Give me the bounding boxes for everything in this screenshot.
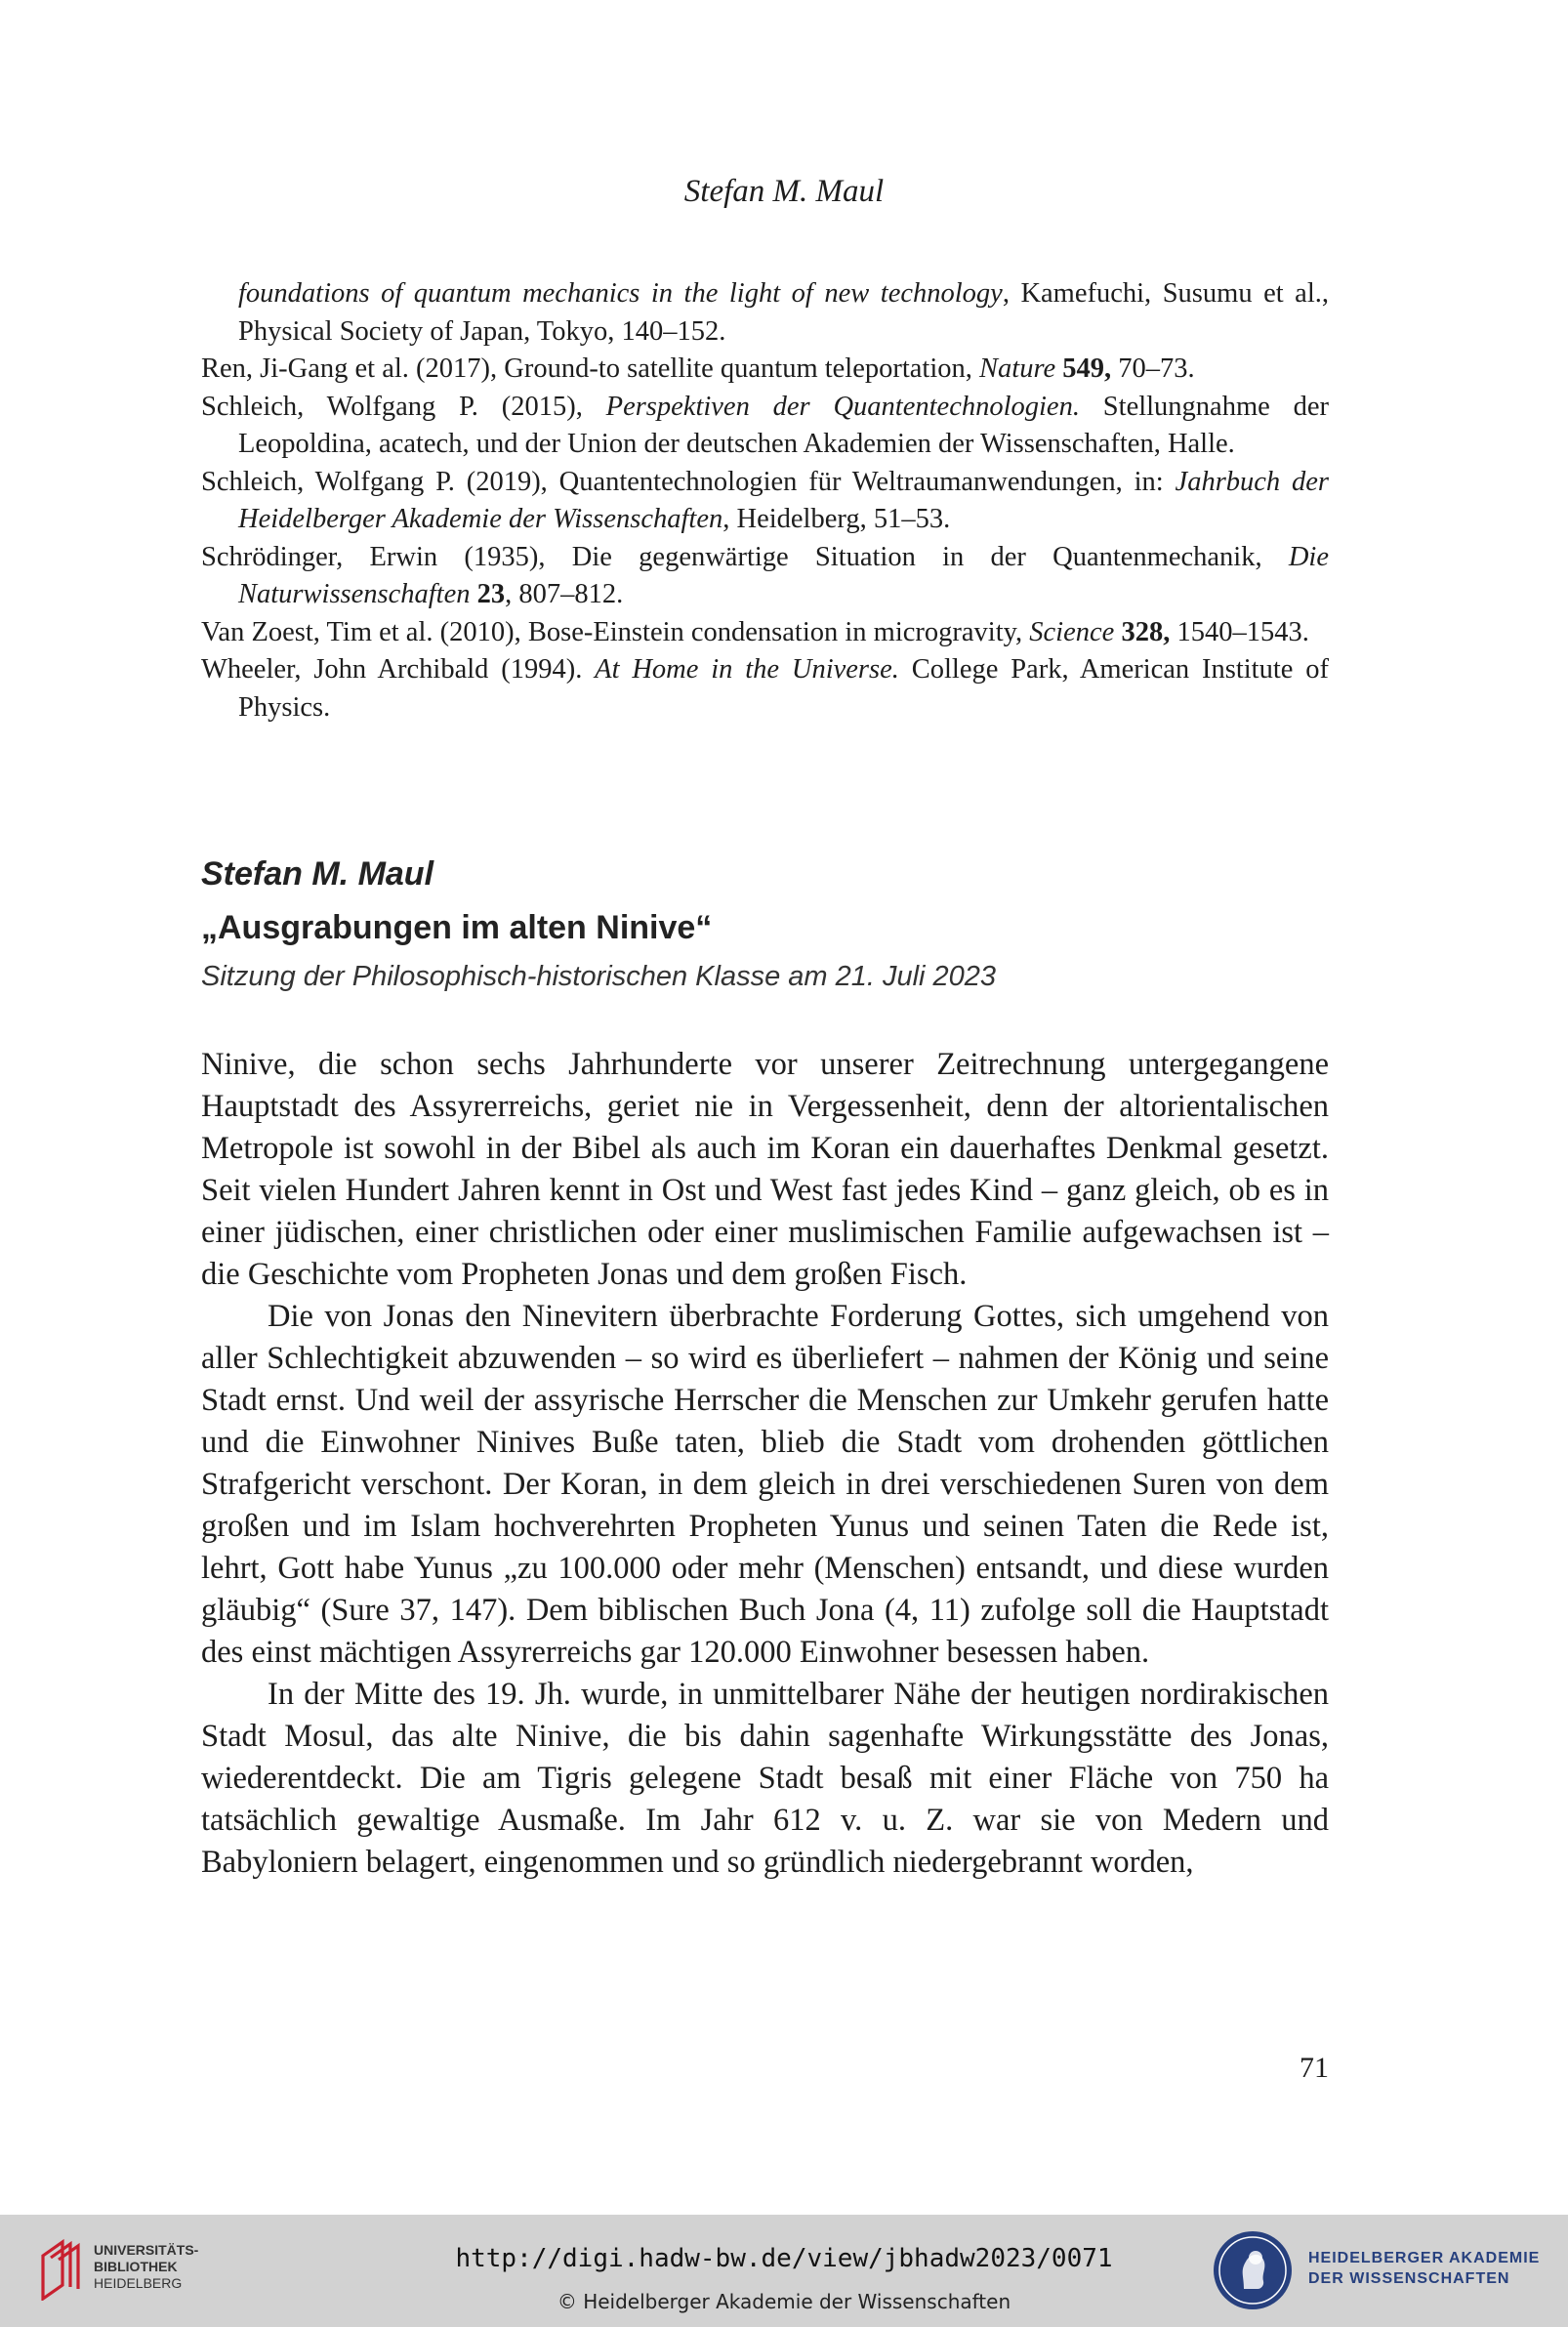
- section-subtitle: Sitzung der Philosophisch-historischen Klasse am 21. Juli 2023: [201, 961, 997, 992]
- copyright-notice: © Heidelberger Akademie der Wissenschaften: [557, 2290, 1011, 2313]
- paragraph: Die von Jonas den Ninevitern überbrachte Forderung Gottes, sich umgehend von aller Schlechtigkeit abzuwenden – so wird es überliefert – nahmen der König und seine Stadt ernst. Und weil der assyrische Herrscher die Menschen zur Umkehr gerufen hatte und die Einwohner Ninives Buße taten, blieb die Stadt vom drohenden göttlichen Strafgericht verschont. Der Koran, in dem gleich in drei verschiedenen Suren von dem großen und im Islam hochverehrten Propheten Yunus und seinen Taten die Rede ist, lehrt, Gott habe Yunus „zu 100.000 oder mehr (Menschen) entsandt, und diese wurden gläubig“ (Sure 37, 147). Dem biblischen Buch Jona (4, 11) zufolge soll die Hauptstadt des einst mächtigen Assyrerreichs gar 120.000 Einwohner besessen haben.: [201, 1299, 1329, 1670]
- page-number: 71: [1300, 2052, 1329, 2084]
- reference-item: foundations of quantum mechanics in the light of new technology, Kamefuchi, Susumu et al., Physical Society of Japan, Tokyo, 140–152.: [238, 278, 1329, 347]
- body-text: [201, 1044, 1329, 1884]
- reference-item: Ren, Ji-Gang et al. (2017), Ground-to satellite quantum teleportation, Nature 549, 70–73.: [201, 353, 1195, 384]
- academy-seal-icon: [1211, 2228, 1295, 2312]
- academy-name: HEIDELBERGER AKADEMIE DER WISSENSCHAFTEN: [1308, 2250, 1541, 2287]
- paragraph: Ninive, die schon sechs Jahrhunderte vor unserer Zeitrechnung untergegangene Hauptstadt des Assyrerreichs, geriet nie in Vergessenheit, denn der altorientalischen Metropole ist sowohl in der Bibel als auch im Koran ein dauerhaftes Denkmal gesetzt. Seit vielen Hundert Jahren kennt in Ost und West fast jedes Kind – ganz gleich, ob es in einer jüdischen, einer christlichen oder einer muslimischen Familie aufgewachsen ist – die Geschichte vom Propheten Jonas und dem großen Fisch.: [201, 1047, 1329, 1292]
- footer-bar: [0, 2215, 1568, 2327]
- reference-item: Van Zoest, Tim et al. (2010), Bose-Einstein condensation in microgravity, Science 328, 1540–1543.: [201, 616, 1309, 647]
- reference-item: Wheeler, John Archibald (1994). At Home in the Universe. College Park, American Institute of Physics.: [201, 654, 1329, 723]
- reference-item: Schleich, Wolfgang P. (2019), Quantentechnologien für Weltraumanwendungen, in: Jahrbuch der Heidelberger Akademie der Wissenschaften, Heidelberg, 51–53.: [201, 466, 1329, 534]
- university-library-name: UNIVERSITÄTS- BIBLIOTHEK HEIDELBERG: [94, 2242, 199, 2291]
- running-head: Stefan M. Maul: [683, 174, 885, 209]
- reference-list: [201, 275, 1329, 727]
- source-url-link[interactable]: http://digi.hadw-bw.de/view/jbhadw2023/0071: [455, 2244, 1113, 2273]
- reference-item: Schleich, Wolfgang P. (2015), Perspektiven der Quantentechnologien. Stellungnahme der Leopoldina, acatech, und der Union der deutschen Akademien der Wissenschaften, Halle.: [201, 391, 1329, 459]
- section-author: Stefan M. Maul: [201, 855, 434, 893]
- section-title: „Ausgrabungen im alten Ninive“: [201, 909, 713, 946]
- reference-item: Schrödinger, Erwin (1935), Die gegenwärtige Situation in der Quantenmechanik, Die Naturwissenschaften 23, 807–812.: [201, 541, 1329, 609]
- paragraph: In der Mitte des 19. Jh. wurde, in unmittelbarer Nähe der heutigen nordirakischen Stadt Mosul, das alte Ninive, die bis dahin sagenhafte Wirkungsstätte des Jonas, wiederentdeckt. Die am Tigris gelegene Stadt besaß mit einer Fläche von 750 ha tatsächlich gewaltige Ausmaße. Im Jahr 612 v. u. Z. war sie von Medern und Babyloniern belagert, eingenommen und so gründlich niedergebrannt worden,: [201, 1677, 1329, 1880]
